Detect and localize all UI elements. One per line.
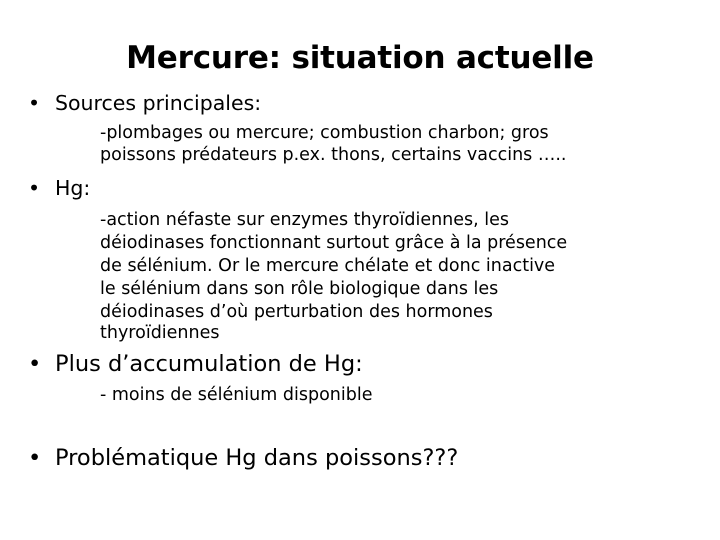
bullet-marker: • xyxy=(28,351,42,377)
sub-line: -plombages ou mercure; combustion charbon; gros xyxy=(100,123,549,143)
bullet-text: Hg: xyxy=(55,176,91,200)
sub-line: thyroïdiennes xyxy=(100,323,220,343)
sub-line: déiodinases fonctionnant surtout grâce à la présence xyxy=(100,233,568,253)
bullet-problematique xyxy=(28,444,698,472)
bullet-accumulation xyxy=(28,350,698,378)
bullet-marker: • xyxy=(28,176,41,200)
sub-line: déiodinases d’où perturbation des hormones xyxy=(100,302,493,322)
sub-line: - moins de sélénium disponible xyxy=(100,385,373,405)
bullet-text: Sources principales: xyxy=(55,91,262,115)
bullet-sources xyxy=(28,90,698,116)
slide-title: Mercure: situation actuelle xyxy=(126,40,594,76)
bullet-text: Problématique Hg dans poissons??? xyxy=(55,445,459,471)
sub-line: -action néfaste sur enzymes thyroïdiennes, les xyxy=(100,210,510,230)
sub-line: de sélénium. Or le mercure chélate et donc inactive xyxy=(100,256,556,276)
bullet-marker: • xyxy=(28,91,41,115)
bullet-hg xyxy=(28,175,698,201)
sub-line: poissons prédateurs p.ex. thons, certains vaccins ….. xyxy=(100,145,567,165)
sub-line: le sélénium dans son rôle biologique dans les xyxy=(100,279,499,299)
bullet-text: Plus d’accumulation de Hg: xyxy=(55,351,363,377)
bullet-marker: • xyxy=(28,445,42,471)
